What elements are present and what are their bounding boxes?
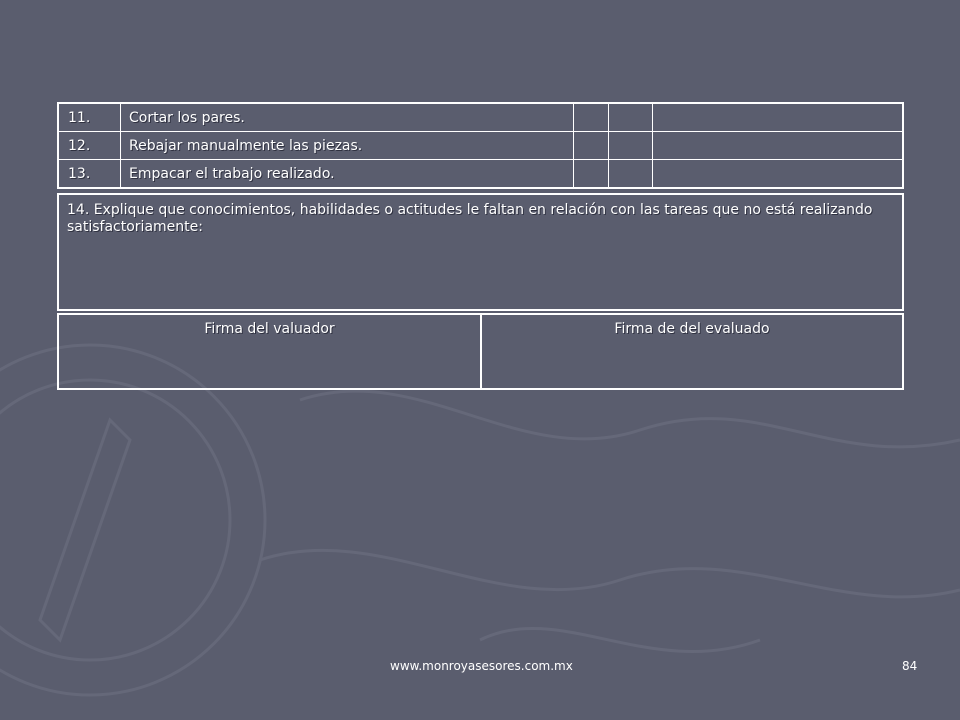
task-description: Empacar el trabajo realizado. — [121, 160, 574, 189]
check-cell[interactable] — [574, 160, 609, 189]
table-row — [58, 132, 903, 160]
question-text: 14. Explique que conocimientos, habilidades o actitudes le faltan en relación con las tareas que no está realizando satisfactoriamente: — [67, 202, 873, 235]
signature-valuador-label: Firma del valuador — [204, 321, 335, 337]
task-number: 11. — [58, 103, 121, 132]
signature-box — [57, 313, 904, 390]
task-description: Rebajar manualmente las piezas. — [121, 132, 574, 160]
task-number: 12. — [58, 132, 121, 160]
question-box[interactable] — [57, 193, 904, 311]
page-number: 84 — [902, 659, 918, 673]
check-cell[interactable] — [609, 160, 653, 189]
check-cell[interactable] — [574, 132, 609, 160]
check-cell[interactable] — [609, 103, 653, 132]
task-table — [57, 102, 904, 189]
check-cell[interactable] — [609, 132, 653, 160]
task-number: 13. — [58, 160, 121, 189]
notes-cell[interactable] — [653, 103, 904, 132]
table-row — [58, 103, 903, 132]
check-cell[interactable] — [574, 103, 609, 132]
notes-cell[interactable] — [653, 160, 904, 189]
notes-cell[interactable] — [653, 132, 904, 160]
task-description: Cortar los pares. — [121, 103, 574, 132]
signature-evaluado-label: Firma de del evaluado — [614, 321, 770, 337]
table-row — [58, 160, 903, 189]
footer-url: www.monroyasesores.com.mx — [390, 659, 573, 673]
